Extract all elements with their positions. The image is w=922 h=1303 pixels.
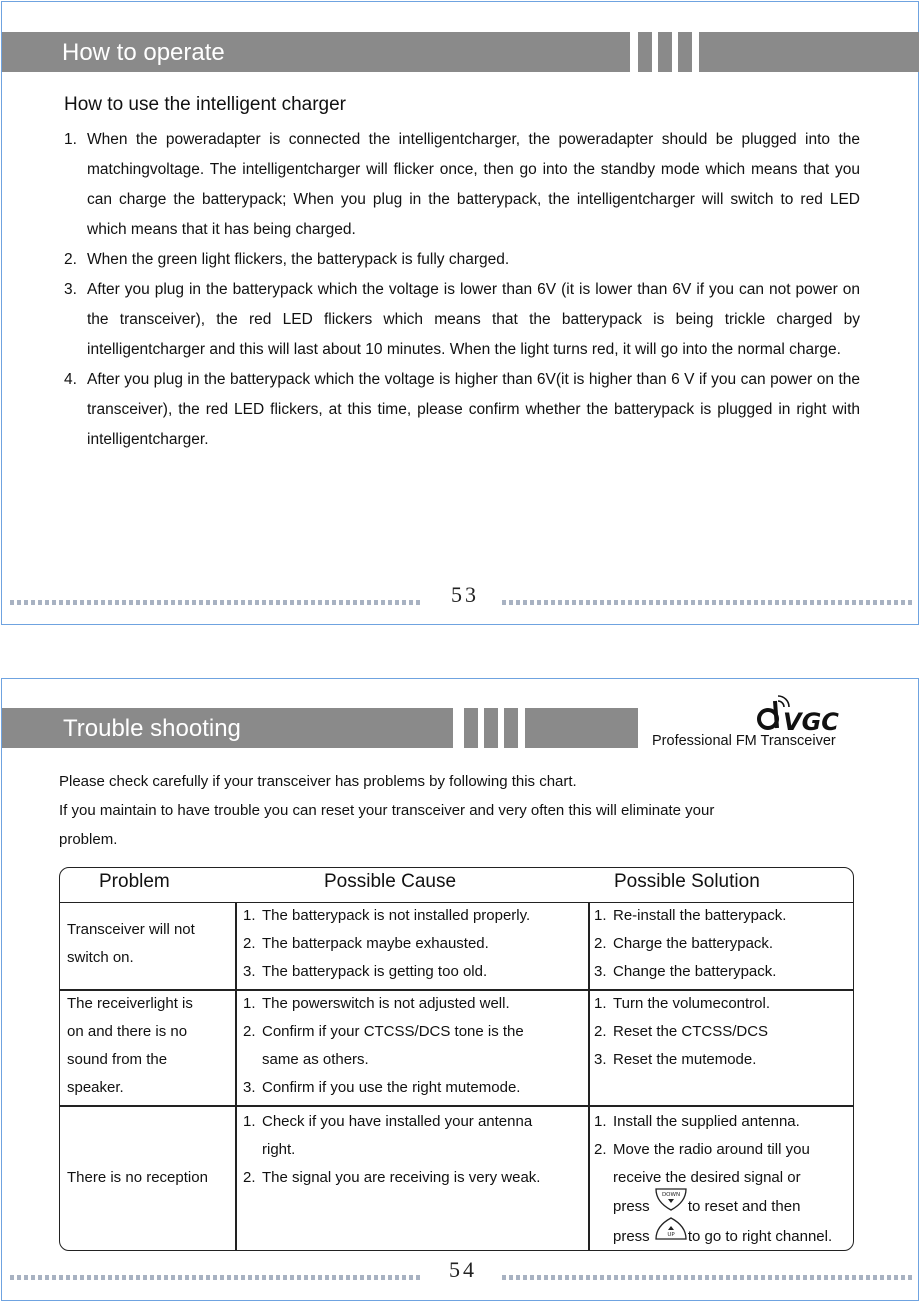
dotted-rule [10,600,422,605]
header-problem: Problem [99,871,170,892]
column-divider [235,902,237,1251]
table-row-problem: The receiverlight is on and there is no sound from the speaker. [67,995,193,1096]
header-solution: Possible Solution [614,871,760,892]
dotted-rule [502,600,912,605]
table-row-causes: 1. Check if you have installed your antenna right. 2. The signal you are receiving is very weak. [243,1113,541,1186]
decor-bar [699,32,919,72]
section-title: Trouble shooting [63,715,241,742]
svg-text:UP: UP [667,1232,675,1238]
decor-block [464,708,478,748]
row-divider [60,1105,853,1107]
dotted-rule [502,1275,912,1280]
list-item: 3. After you plug in the batterypack which the voltage is lower than 6V (it is lower than 6V if you can not power on the transceiver), the red LED flickers which means that the batterypack is being trickle charged by intelligentcharger and this will last about 10 minutes. When the light turns red, it will go into the normal charge. [64,281,860,358]
troubleshooting-table [59,867,854,1251]
svg-text:VGC: VGC [783,708,839,735]
charger-instructions [64,125,860,455]
section-title-bar [2,708,453,748]
table-row-solutions: 1. Turn the volumecontrol. 2. Reset the CTCSS/DCS 3. Reset the mutemode. [594,995,771,1068]
section-title-bar [2,32,630,72]
intro-text: Please check carefully if your transceiver has problems by following this chart. If you maintain to have trouble you can reset your transceiver and very often this will eliminate your problem. [59,773,715,848]
page-54 [1,678,919,1301]
section-title: How to operate [62,39,225,66]
decor-block [638,32,652,72]
table-header [60,868,853,903]
decor-block [484,708,498,748]
header-cause: Possible Cause [324,871,457,892]
list-item: 2. When the green light flickers, the batterypack is fully charged. [64,251,510,268]
brand-tagline: Professional FM Transceiver [652,733,836,749]
up-key-icon [654,1216,688,1251]
table-row-causes: 1. The powerswitch is not adjusted well. 2. Confirm if your CTCSS/DCS tone is the same as others. 3. Confirm if you use the right mutemode. [243,995,524,1096]
table-row-solutions: 1. Re-install the batterypack. 2. Charge the batterypack. 3. Change the batterypack. [594,907,787,980]
table-row-causes: 1. The batterypack is not installed properly. 2. The batterpack maybe exhausted. 3. The batterypack is getting too old. [243,907,531,980]
table-row-solutions: 1. Install the supplied antenna. 2. Move the radio around till you receive the desired signal or press DOWN to reset and then press UP to go to right channel. [594,1108,852,1251]
decor-block [504,708,518,748]
decor-block [658,32,672,72]
page-number: 53 [451,582,479,607]
page-number: 54 [449,1257,477,1282]
charger-heading: How to use the intelligent charger [64,94,346,115]
svg-text:DOWN: DOWN [661,1192,680,1198]
dotted-rule [10,1275,422,1280]
table-row-problem: There is no reception [67,1169,208,1186]
table-row-problem: Transceiver will not switch on. [67,921,195,966]
decor-block [678,32,692,72]
list-item: 1. When the poweradapter is connected the intelligentcharger, the poweradapter should be plugged into the matchingvoltage. The intelligentcharger will flicker once, then go into the standby mode which means that you can charge the batterypack; When you plug in the batterypack, the intelligentcharger will switch to red LED which means that it has being charged. [64,131,860,238]
page-53 [1,1,919,625]
column-divider [588,902,590,1251]
list-item: 4. After you plug in the batterypack which the voltage is higher than 6V(it is higher than 6 V if you can power on the transceiver), the red LED flickers, at this time, please confirm whether the batterypack is plugged in right with intelligentcharger. [64,371,860,448]
decor-bar [525,708,638,748]
